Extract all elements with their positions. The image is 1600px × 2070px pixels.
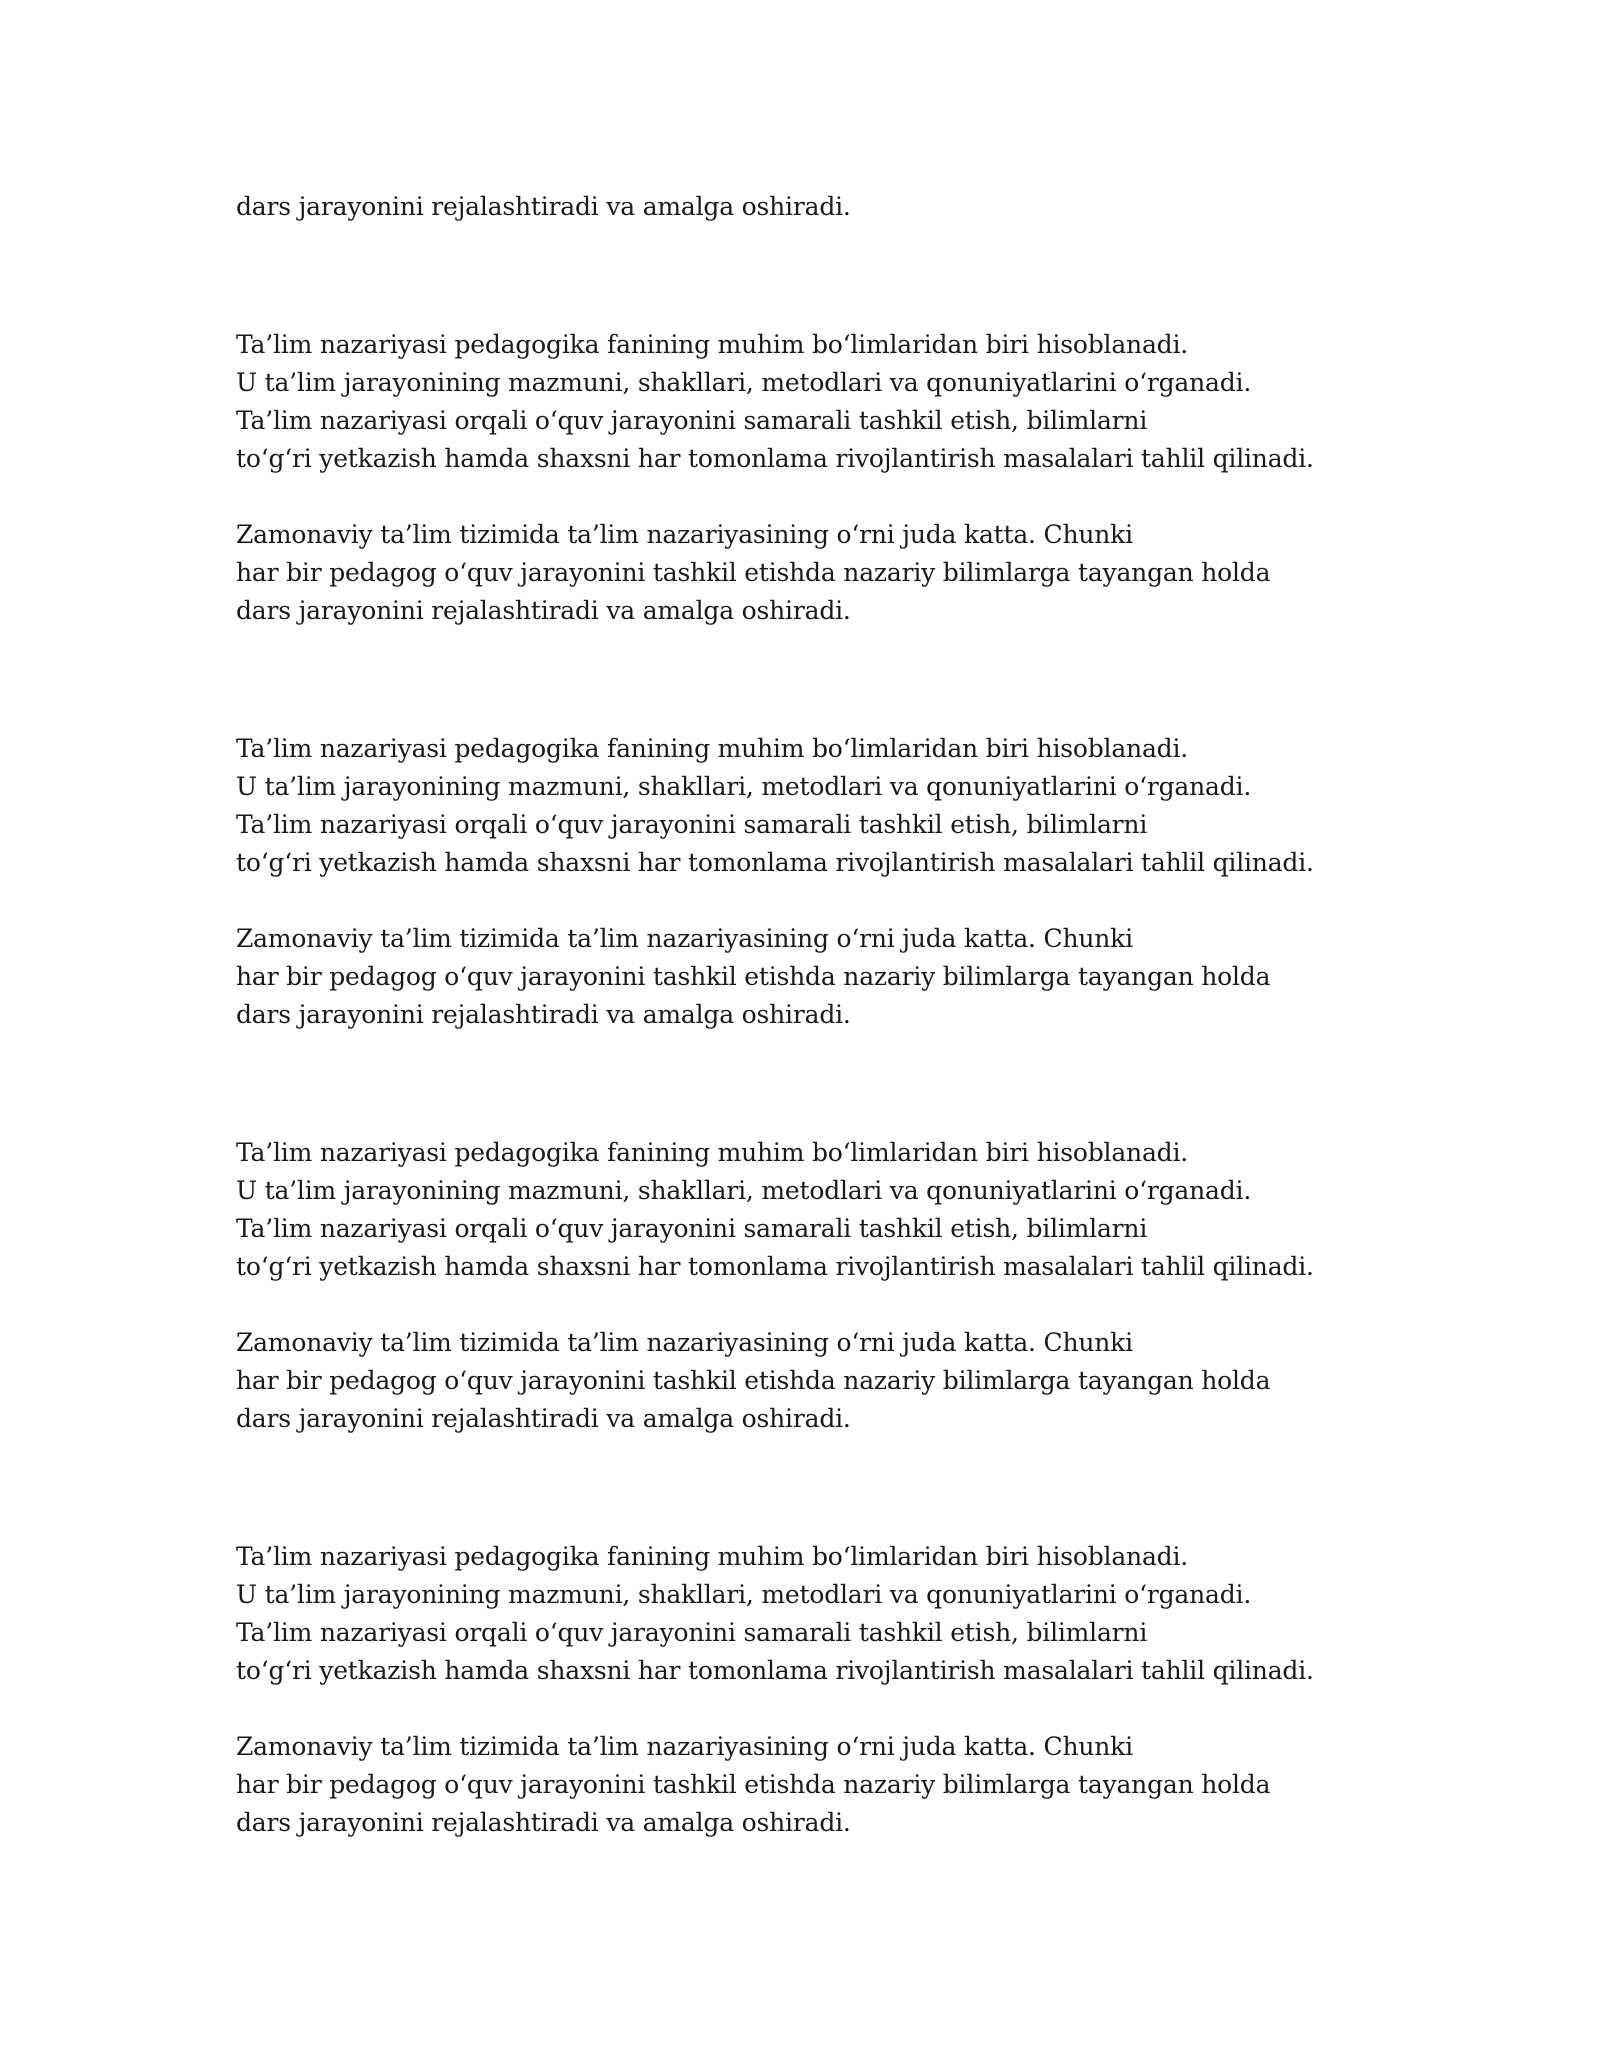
paragraph-modern <box>236 1324 1536 1438</box>
paragraph-line: to‘g‘ri yetkazish hamda shaxsni har tomonlama rivojlantirish masalalari tahlil qilinadi. <box>236 1656 1314 1685</box>
paragraph-line: Ta’lim nazariyasi orqali o‘quv jarayonini samarali tashkil etish, bilimlarni <box>236 1214 1148 1243</box>
paragraph-line: U ta’lim jarayonining mazmuni, shakllari, metodlari va qonuniyatlarini o‘rganadi. <box>236 368 1252 397</box>
paragraph-spacer <box>236 1286 1536 1324</box>
paragraph-line: dars jarayonini rejalashtiradi va amalga oshiradi. <box>236 596 851 625</box>
paragraph-line: har bir pedagog o‘quv jarayonini tashkil etishda nazariy bilimlarga tayangan holda <box>236 1366 1271 1395</box>
paragraph-spacer <box>236 882 1536 920</box>
section-spacer <box>236 226 1536 326</box>
paragraph-line: to‘g‘ri yetkazish hamda shaxsni har tomonlama rivojlantirish masalalari tahlil qilinadi. <box>236 444 1314 473</box>
paragraph-modern <box>236 920 1536 1034</box>
paragraph-intro <box>236 730 1536 882</box>
paragraph-line: dars jarayonini rejalashtiradi va amalga oshiradi. <box>236 1404 851 1433</box>
paragraph-line: Zamonaviy ta’lim tizimida ta’lim nazariyasining o‘rni juda katta. Chunki <box>236 924 1133 953</box>
paragraph-line: U ta’lim jarayonining mazmuni, shakllari, metodlari va qonuniyatlarini o‘rganadi. <box>236 1580 1252 1609</box>
section <box>236 1538 1536 1842</box>
lead-line: dars jarayonini rejalashtiradi va amalga oshiradi. <box>236 192 851 221</box>
paragraph-intro <box>236 1134 1536 1286</box>
section-spacer <box>236 1034 1536 1134</box>
paragraph-modern <box>236 1728 1536 1842</box>
paragraph-line: har bir pedagog o‘quv jarayonini tashkil etishda nazariy bilimlarga tayangan holda <box>236 558 1271 587</box>
paragraph-line: Ta’lim nazariyasi pedagogika fanining muhim bo‘limlaridan biri hisoblanadi. <box>236 734 1189 763</box>
paragraph-intro <box>236 326 1536 478</box>
paragraph-line: Ta’lim nazariyasi pedagogika fanining muhim bo‘limlaridan biri hisoblanadi. <box>236 1138 1189 1167</box>
paragraph-line: U ta’lim jarayonining mazmuni, shakllari, metodlari va qonuniyatlarini o‘rganadi. <box>236 772 1252 801</box>
paragraph-spacer <box>236 478 1536 516</box>
section <box>236 326 1536 630</box>
paragraph-line: Zamonaviy ta’lim tizimida ta’lim nazariyasining o‘rni juda katta. Chunki <box>236 1732 1133 1761</box>
paragraph-line: dars jarayonini rejalashtiradi va amalga oshiradi. <box>236 1808 851 1837</box>
paragraph-line: to‘g‘ri yetkazish hamda shaxsni har tomonlama rivojlantirish masalalari tahlil qilinadi. <box>236 848 1314 877</box>
paragraph-line: dars jarayonini rejalashtiradi va amalga oshiradi. <box>236 1000 851 1029</box>
paragraph-line: Zamonaviy ta’lim tizimida ta’lim nazariyasining o‘rni juda katta. Chunki <box>236 520 1133 549</box>
section-spacer <box>236 630 1536 730</box>
section <box>236 730 1536 1034</box>
paragraph-line: Ta’lim nazariyasi pedagogika fanining muhim bo‘limlaridan biri hisoblanadi. <box>236 1542 1189 1571</box>
paragraph-line: Ta’lim nazariyasi pedagogika fanining muhim bo‘limlaridan biri hisoblanadi. <box>236 330 1189 359</box>
section <box>236 1134 1536 1438</box>
paragraph-line: har bir pedagog o‘quv jarayonini tashkil etishda nazariy bilimlarga tayangan holda <box>236 1770 1271 1799</box>
paragraph-spacer <box>236 1690 1536 1728</box>
paragraph-line: har bir pedagog o‘quv jarayonini tashkil etishda nazariy bilimlarga tayangan holda <box>236 962 1271 991</box>
paragraph-line: U ta’lim jarayonining mazmuni, shakllari, metodlari va qonuniyatlarini o‘rganadi. <box>236 1176 1252 1205</box>
section-spacer <box>236 1438 1536 1538</box>
paragraph-line: Ta’lim nazariyasi orqali o‘quv jarayonini samarali tashkil etish, bilimlarni <box>236 810 1148 839</box>
paragraph-line: Ta’lim nazariyasi orqali o‘quv jarayonini samarali tashkil etish, bilimlarni <box>236 406 1148 435</box>
text-body <box>236 188 1536 1842</box>
paragraph-modern <box>236 516 1536 630</box>
paragraph-intro <box>236 1538 1536 1690</box>
paragraph-line: Ta’lim nazariyasi orqali o‘quv jarayonini samarali tashkil etish, bilimlarni <box>236 1618 1148 1647</box>
paragraph-line: Zamonaviy ta’lim tizimida ta’lim nazariyasining o‘rni juda katta. Chunki <box>236 1328 1133 1357</box>
paragraph-line: to‘g‘ri yetkazish hamda shaxsni har tomonlama rivojlantirish masalalari tahlil qilinadi. <box>236 1252 1314 1281</box>
